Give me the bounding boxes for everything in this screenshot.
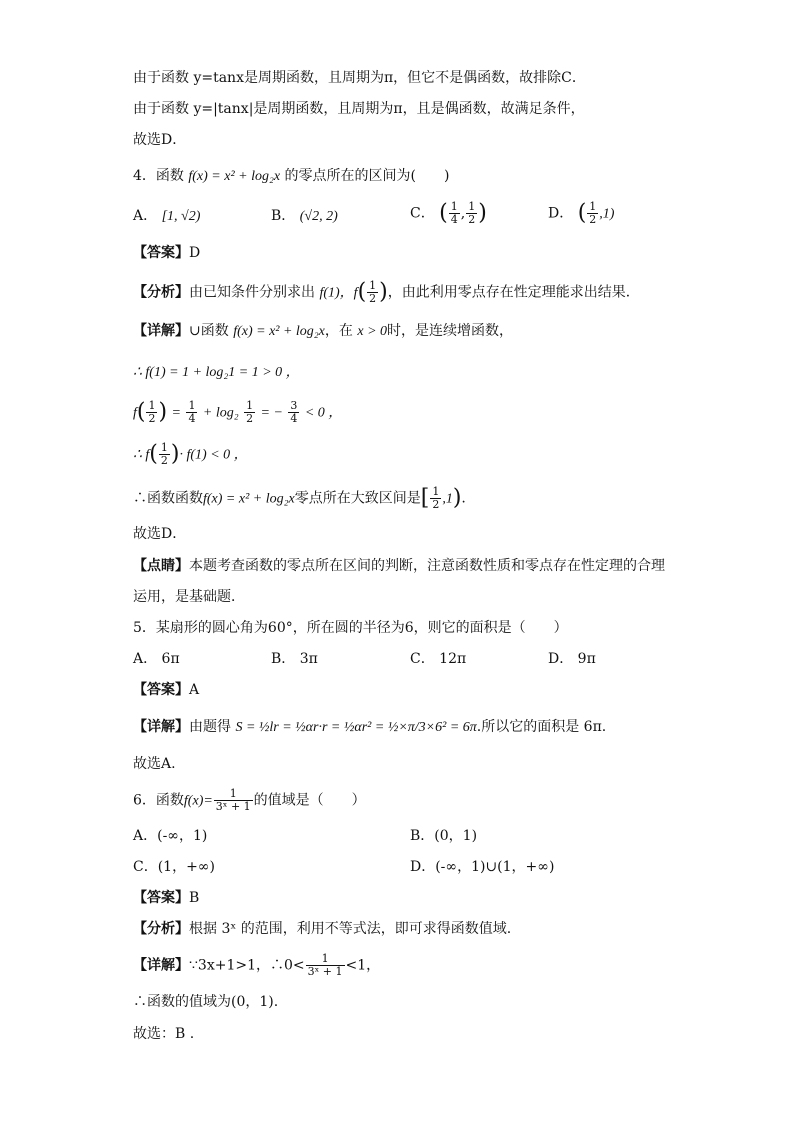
q4-option-b: B． (√2, 2) bbox=[271, 208, 338, 224]
q4-option-a: A． [1, √2) bbox=[133, 208, 201, 224]
q5-option-b: B． 3π bbox=[271, 651, 318, 667]
q4-analysis: 【分析】由已知条件分别求出 f(1)，f( $\frac{1}{2}$ )，由此利用零点存在性定理能求出结果． bbox=[133, 279, 640, 305]
q4-option-d: D． ( $\frac{1}{2}$ ,1) bbox=[548, 200, 615, 226]
q5-option-c: C． 12π bbox=[410, 651, 467, 667]
text-line: 由于函数 y=|tanx|是周期函数，且周期为π，且是偶函数，故满足条件， bbox=[133, 101, 585, 117]
q4-step-2: f( $\frac{1}{2}$ ) = $\frac{1}{4}$ + log₂ $\frac{1}{2}$ = − $\frac{3}{4}$ < 0 ， bbox=[133, 399, 343, 425]
q6-option-d: D．(-∞，1)∪(1，+∞) bbox=[410, 859, 555, 875]
q5-detail: 【详解】由题得 S = ½lr = ½αr·r = ½αr² = ½×π/3×6² = 6π.所以它的面积是 6π. bbox=[133, 719, 607, 735]
q6-option-c: C．(1，+∞) bbox=[133, 859, 215, 875]
text-line: 由于函数 y=tanx是周期函数，且周期为π，但它不是偶函数，故排除C． bbox=[133, 70, 586, 86]
q4-answer: 【答案】D bbox=[133, 245, 201, 261]
q4-option-c: C． ( $\frac{1}{4}$ , $\frac{1}{2}$ ) bbox=[410, 200, 487, 226]
q4-step-4: ∴函数函数f(x) = x² + log₂x零点所在大致区间是[ $\frac{1}{2}$ ,1). bbox=[133, 485, 466, 511]
q4-step-1: ∴ f(1) = 1 + log₂1 = 1 > 0 ， bbox=[133, 365, 300, 380]
q4-comment-cont: 运用，是基础题． bbox=[133, 589, 245, 605]
q5-option-d: D． 9π bbox=[548, 651, 596, 667]
question-5-stem: 5．某扇形的圆心角为60°，所在圆的半径为6，则它的面积是（ ） bbox=[133, 620, 568, 636]
q4-detail: 【详解】∪函数 f(x) = x² + log₂x，在 x > 0时，是连续增函数， bbox=[133, 323, 514, 339]
q5-conclusion: 故选A. bbox=[133, 756, 176, 772]
text-line: 故选D． bbox=[133, 132, 187, 148]
q6-option-b: B．(0，1) bbox=[410, 828, 478, 844]
q4-conclusion: 故选D． bbox=[133, 526, 187, 542]
question-4-stem: 4．函数 f(x) = x² + log₂x 的零点所在的区间为( ) bbox=[133, 168, 450, 184]
q6-detail: 【详解】∵3x+1>1，∴0< $\frac{1}{\text{3ˣ + 1}}$ <1， bbox=[133, 952, 381, 978]
q5-option-a: A． 6π bbox=[133, 651, 180, 667]
q4-step-3: ∴ f( $\frac{1}{2}$ )· f(1) < 0 ， bbox=[133, 441, 248, 467]
q6-range: ∴函数的值域为(0，1). bbox=[133, 994, 279, 1010]
q6-analysis: 【分析】根据 3ˣ 的范围，利用不等式法，即可求得函数值域. bbox=[133, 921, 512, 937]
question-6-stem: 6．函数f(x)= $\frac{1}{\text{3ˣ + 1}}$ 的值域是（ ） bbox=[133, 787, 366, 813]
q6-answer: 【答案】B bbox=[133, 890, 200, 906]
q4-comment: 【点睛】本题考查函数的零点所在区间的判断，注意函数性质和零点存在性定理的合理 bbox=[133, 558, 665, 574]
q5-answer: 【答案】A bbox=[133, 682, 200, 698]
q6-option-a: A．(-∞，1) bbox=[133, 828, 208, 844]
q6-conclusion: 故选：B . bbox=[133, 1026, 195, 1042]
